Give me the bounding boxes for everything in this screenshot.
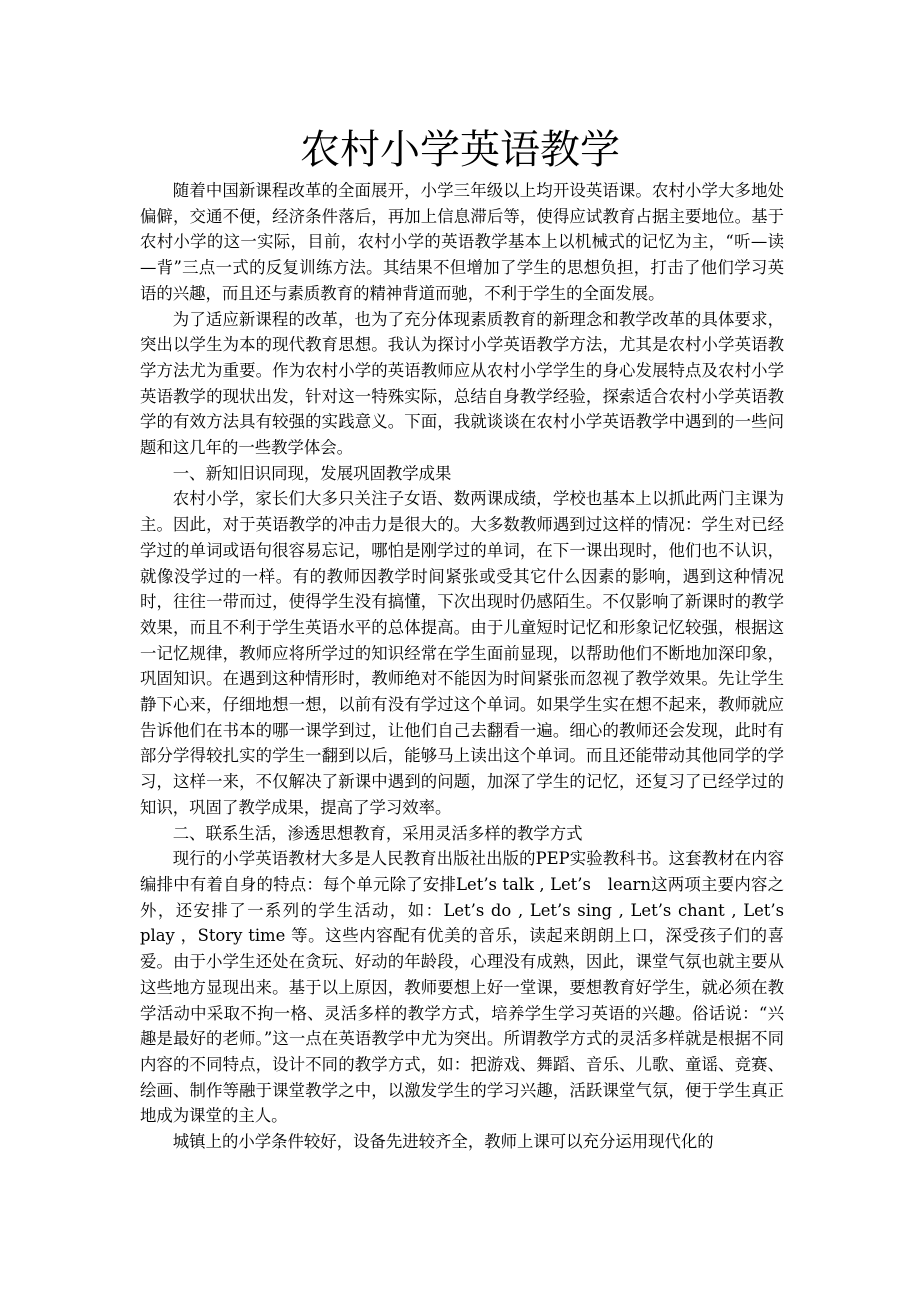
section-heading-1: 一、新知旧识同现，发展巩固教学成果 bbox=[172, 463, 452, 483]
paragraph-section-2: 现行的小学英语教材大多是人民教育出版社出版的PEP实验教科书。这套教材在内容编排中有着自身的特点：每个单元除了安排Let’s talk , Let’s learn这两项主要内容之外，还安排了一系列的学生活动，如：Let’s do , Let’s sing , Let’s chant , Let’s play ，Story time 等。这些内容配有优美的音乐，读起来朗朗上口，深受孩子们的喜爱。由于小学生还处在贪玩、好动的年龄段，心理没有成熟，因此，课堂气氛也就主要从这些地方显现出来。基于以上原因，教师要想上好一堂课，要想教育好学生，就必须在教学活动中采取不拘一格、灵活多样的教学方式，培养学生学习英语的兴趣。俗话说：“兴趣是最好的老师。”这一点在英语教学中尤为突出。所谓教学方式的灵活多样就是根据不同内容的不同特点，设计不同的教学方式，如：把游戏、舞蹈、音乐、儿歌、童谣、竞赛、绘画、制作等融于课堂教学之中，以激发学生的学习兴趣，活跃课堂气氛，便于学生真正地成为课堂的主人。 bbox=[140, 849, 784, 1126]
document-body bbox=[140, 178, 784, 1155]
paragraph-intro: 随着中国新课程改革的全面展开，小学三年级以上均开设英语课。农村小学大多地处偏僻，交通不便，经济条件落后，再加上信息滞后等，使得应试教育占据主要地位。基于农村小学的这一实际，目前，农村小学的英语教学基本上以机械式的记忆为主，“听—读—背”三点一式的反复训练方法。其结果不但增加了学生的思想负担，打击了他们学习英语的兴趣，而且还与素质教育的精神背道而驰，不利于学生的全面发展。 bbox=[140, 181, 784, 303]
paragraph-purpose: 为了适应新课程的改革，也为了充分体现素质教育的新理念和教学改革的具体要求，突出以学生为本的现代教育思想。我认为探讨小学英语教学方法，尤其是农村小学英语教学方法尤为重要。作为农村小学的英语教师应从农村小学学生的身心发展特点及农村小学英语教学的现状出发，针对这一特殊实际，总结自身教学经验，探索适合农村小学英语教学的有效方法具有较强的实践意义。下面，我就谈谈在农村小学英语教学中遇到的一些问题和这几年的一些教学体会。 bbox=[140, 309, 784, 458]
section-heading-2: 二、联系生活，渗透思想教育，采用灵活多样的教学方式 bbox=[172, 823, 583, 843]
page-title: 农村小学英语教学 bbox=[300, 127, 620, 173]
paragraph-continued: 城镇上的小学条件较好，设备先进较齐全，教师上课可以充分运用现代化的 bbox=[172, 1132, 714, 1152]
paragraph-section-1: 农村小学，家长们大多只关注子女语、数两课成绩，学校也基本上以抓此两门主课为主。因此，对于英语教学的冲击力是很大的。大多数教师遇到过这样的情况：学生对已经学过的单词或语句很容易忘记，哪怕是刚学过的单词，在下一课出现时，他们也不认识，就像没学过的一样。有的教师因教学时间紧张或受其它什么因素的影响，遇到这种情况时，往往一带而过，使得学生没有搞懂，下次出现时仍感陌生。不仅影响了新课时的教学效果，而且不利于学生英语水平的总体提高。由于儿童短时记忆和形象记忆较强，根据这一记忆规律，教师应将所学过的知识经常在学生面前显现，以帮助他们不断地加深印象，巩固知识。在遇到这种情形时，教师绝对不能因为时间紧张而忽视了教学效果。先让学生静下心来，仔细地想一想，以前有没有学过这个单词。如果学生实在想不起来，教师就应告诉他们在书本的哪一课学到过，让他们自己去翻看一遍。细心的教师还会发现，此时有部分学得较扎实的学生一翻到以后，能够马上读出这个单词。而且还能带动其他同学的学习，这样一来，不仅解决了新课中遇到的问题，加深了学生的记忆，还复习了已经学过的知识，巩固了教学成果，提高了学习效率。 bbox=[140, 489, 784, 817]
